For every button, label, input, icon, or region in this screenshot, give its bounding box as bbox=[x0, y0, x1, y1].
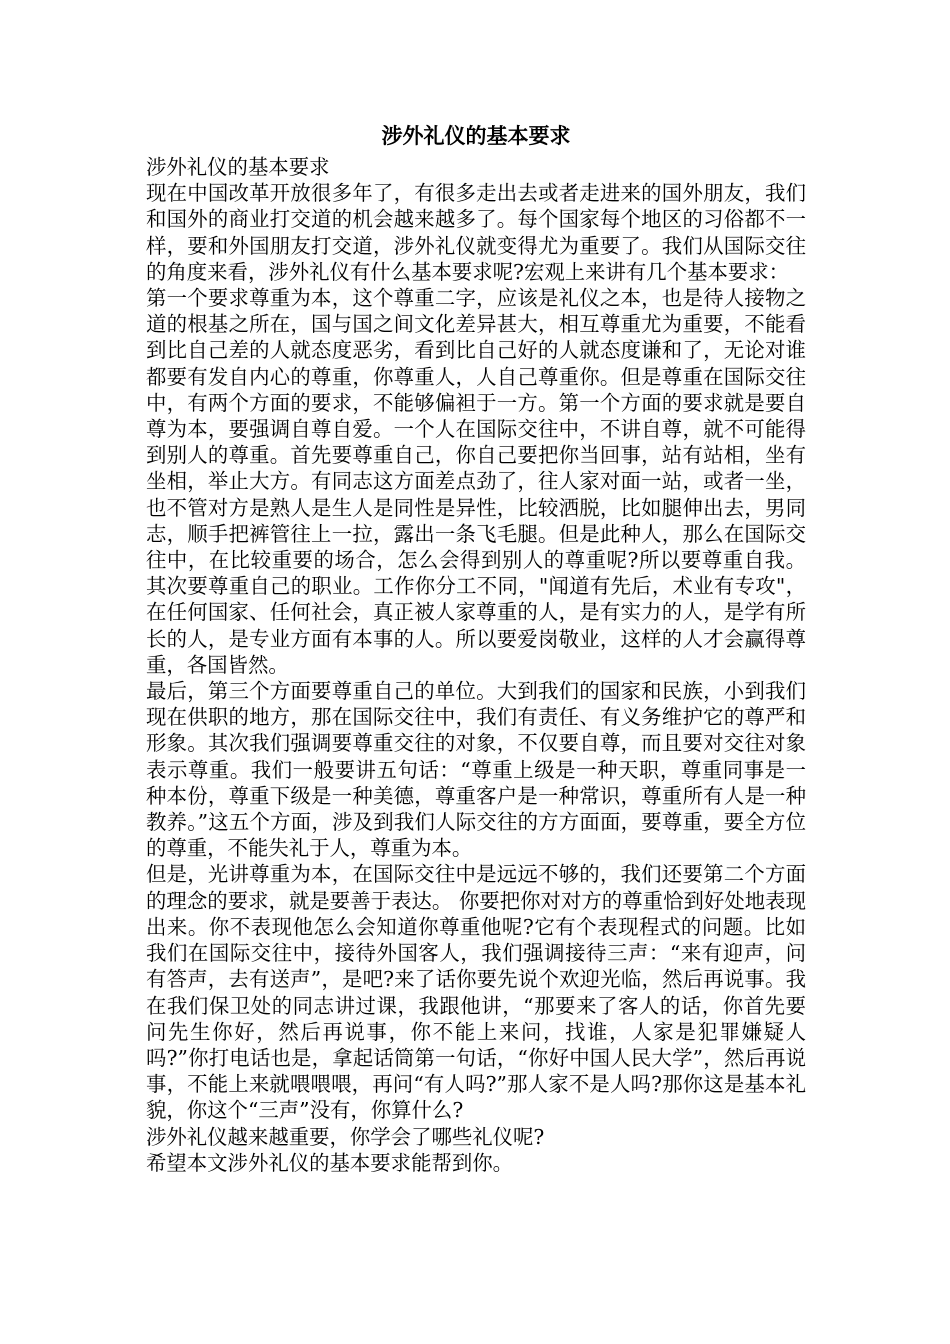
closing-paragraph: 希望本文涉外礼仪的基本要求能帮到你。 bbox=[146, 1150, 514, 1175]
subtitle-paragraph: 涉外礼仪的基本要求 bbox=[146, 155, 330, 179]
question-paragraph: 涉外礼仪越来越重要，你学会了哪些礼仪呢? bbox=[146, 1124, 545, 1149]
unit-respect-paragraph: 最后，第三个方面要尊重自己的单位。大到我们的国家和民族，小到我们现在供职的地方，那在国际交往中，我们有责任、有义务维护它的尊严和形象。其次我们强调要尊重交往的对象，不仅要自尊，而且要对交往对象表示尊重。我们一般要讲五句话：“尊重上级是一种天职，尊重同事是一种本份，尊重下级是一种美德，尊重客户是一种常识，尊重所有人是一种教养。”这五个方面，涉及到我们人际交往的方方面面，要尊重，要全方位的尊重，不能失礼于人，尊重为本。 bbox=[146, 679, 806, 861]
document-page bbox=[146, 118, 806, 1176]
document-title: 涉外礼仪的基本要求 bbox=[381, 123, 571, 148]
expression-paragraph: 但是，光讲尊重为本，在国际交往中是远远不够的，我们还要第二个方面的理念的要求，就是要善于表达。 你要把你对对方的尊重恰到好处地表现出来。你不表现他怎么会知道你尊重他呢?它有个表现程式的问题。比如我们在国际交往中，接待外国客人，我们强调接待三声：“来有迎声，问有答声，去有送声”，是吧?来了话你要先说个欢迎光临，然后再说事。我在我们保卫处的同志讲过课，我跟他讲，“那要来了客人的话，你首先要问先生你好，然后再说事，你不能上来问，找谁，人家是犯罪嫌疑人吗?”你打电话也是，拿起话筒第一句话，“你好中国人民大学”，然后再说事，不能上来就喂喂喂，再问“有人吗?”那人家不是人吗?那你这是基本礼貌，你这个“三声”没有，你算什么? bbox=[146, 862, 806, 1123]
intro-paragraph: 现在中国改革开放很多年了，有很多走出去或者走进来的国外朋友，我们和国外的商业打交道的机会越来越多了。每个国家每个地区的习俗都不一样，要和外国朋友打交道，涉外礼仪就变得尤为重要了。我们从国际交往的角度来看，涉外礼仪有什么基本要求呢?宏观上来讲有几个基本要求： bbox=[146, 181, 806, 284]
respect-paragraph: 第一个要求尊重为本，这个尊重二字，应该是礼仪之本，也是待人接物之道的根基之所在，国与国之间文化差异甚大，相互尊重尤为重要，不能看到比自己差的人就态度恶劣，看到比自己好的人就态度谦和了，无论对谁都要有发自内心的尊重，你尊重人，人自己尊重你。但是尊重在国际交往中，有两个方面的要求，不能够偏袒于一方。第一个方面的要求就是要自尊为本，要强调自尊自爱。一个人在国际交往中，不讲自尊，就不可能得到别人的尊重。首先要尊重自己，你自己要把你当回事，站有站相，坐有坐相，举止大方。有同志这方面差点劲了，往人家对面一站，或者一坐，也不管对方是熟人是生人是同性是异性，比较洒脱，比如腿伸出去，男同志，顺手把裤管往上一拉，露出一条飞毛腿。但是此种人，那么在国际交往中，在比较重要的场合，怎么会得到别人的尊重呢?所以要尊重自我。其次要尊重自己的职业。工作你分工不同，"闻道有先后，术业有专攻"，在任何国家、任何社会，真正被人家尊重的人，是有实力的人，是学有所长的人，是专业方面有本事的人。所以要爱岗敬业，这样的人才会赢得尊重，各国皆然。 bbox=[146, 286, 806, 677]
